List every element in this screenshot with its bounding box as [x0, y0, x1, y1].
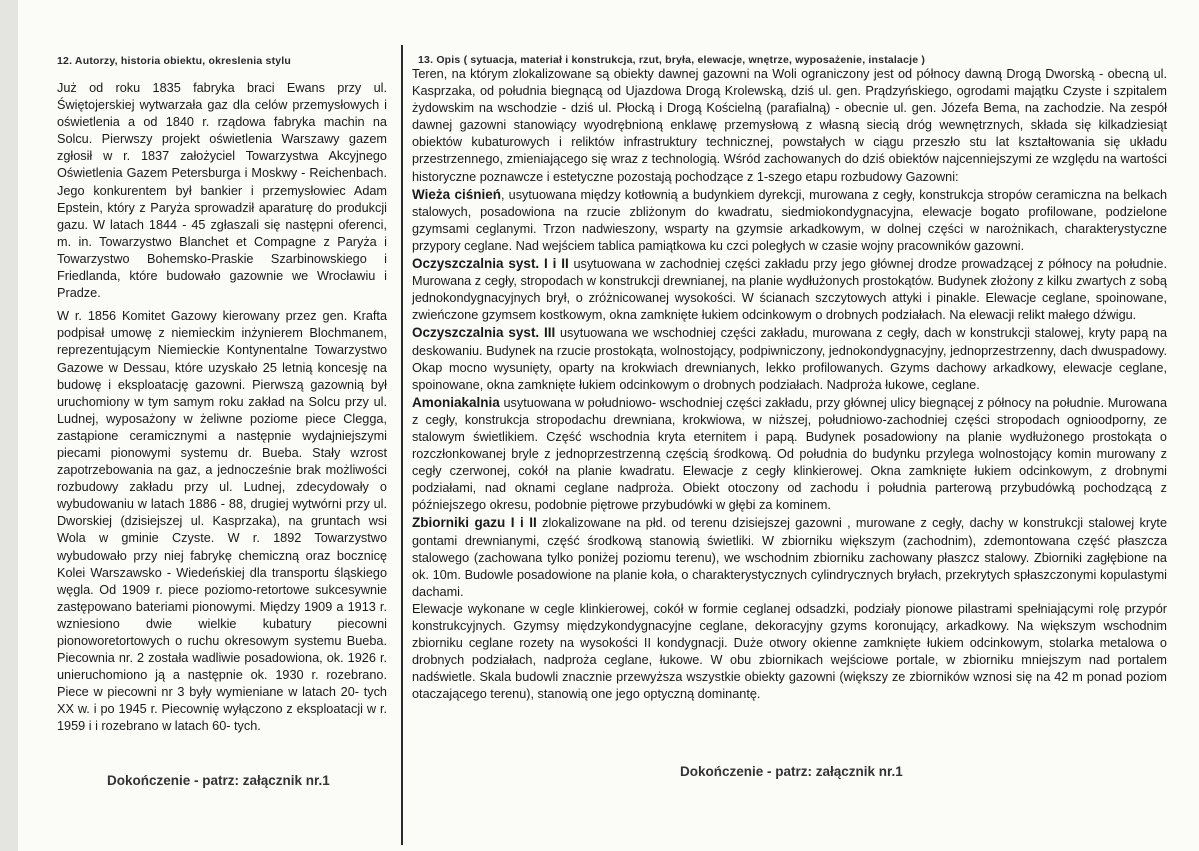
- section-text: zlokalizowane na płd. od terenu dzisiejszej gazowni , murowane z cegły, dachy w konstrukcji stalowej kryte gontami drewnianymi, część środkową stanowią świetliki. W zbiorniku większym (zachodnim), zdemontowana część płaszcza stalowego (zachowana tylko poniżej poziomu terenu), we wschodnim zbiorniku zachowany płaszcz stalowy. Zbiorniki zagłębione na ok. 10m. Budowle posadowione na planie koła, o charakterystycznych cylindrycznych bryłach, przekrytych spłaszczonymi kopulastymi dachami.: [412, 516, 1167, 599]
- description-column: [412, 66, 1167, 703]
- section-purifier-1-2: [412, 255, 1167, 324]
- section-text: usytuowana we wschodniej części zakładu, murowana z cegły, dach w konstrukcji stalowej, kryty papą na deskowaniu. Budynek na rzucie prostokąta, wolnostojący, podpiwniczony, jednokondygnacyjny, jednoprzestrzenny, dach dwuspadowy. Okap mocno wysunięty, oparty na krokwiach drewnianych, lekko profilowanych. Gzyms dachowy arkadkowy, elewacje ceglane, spoinowane, okna zamknięte łukiem odcinkowym o drobnych podziałach. Nadproża łukowe, ceglane.: [412, 326, 1167, 392]
- section-text: usytuowana w południowo- wschodniej części zakładu, przy głównej ulicy biegnącej z północy na południe. Murowana z cegły, konstrukcja stropodachu drewniana, krokwiowa, w niższej, południowo-zachodniej części stropodach ognioodporny, ze stalowym świetlikiem. Część wschodnia kryta eternitem i papą. Budynek posadowiony na planie wydłużonego prostokąta o rozczłonkowanej bryle z jednoprzestrzenną częścią środkową. Od południa do budynku przylega wolnostojący komin murowany z cegły czerwonej, cokół na planie kwadratu. Elewacje z cegły klinkierowej. Okna zamknięte łukiem odcinkowym, z drobnymi podziałami, nad oknami ceglane nadproża. Obiekt otoczony od zachodu i południa parterową przybudówką pochodzącą z późniejszego okresu, podobnie piętrowe przybudówki w głębi za kominem.: [412, 395, 1167, 513]
- history-paragraph-1: Już od roku 1835 fabryka braci Ewans przy ul. Świętojerskiej wytwarzała gaz dla celów przemysłowych i oświetlenia a od 1840 r. rządowa fabryka machin na Solcu. Pierwszy projekt oświetlenia Warszawy gazem zgłosił w r. 1837 założyciel Towarzystwa Akcyjnego Oświetlenia Gazem Petersburga i Moskwy - Reichenbach. Jego konkurentem był bankier i przemysłowiec Adam Epstein, który z Paryża sprowadził aparaturę do produkcji gazu. W latach 1844 - 45 zgłaszali się następni oferenci, m. in. Towarzystwo Blanchet et Compagne z Paryża i Towarzystwo Bohemsko-Praskie Szarbinowskiego i Friedlanda, które budowało gazownie we Wrocławiu i Pradze.: [57, 81, 387, 301]
- description-footer-note: Dokończenie - patrz: załącznik nr.1: [680, 764, 903, 779]
- section-lead: Oczyszczalnia syst. III: [412, 325, 556, 341]
- description-intro: Teren, na którym zlokalizowane są obiekty dawnej gazowni na Woli ograniczony jest od północy dawną Drogą Dworską - obecną ul. Kasprzaka, od południa biegnącą od Ujazdowa Drogą Krolewską, dziś ul. gen. Prądzyńskiego, ogrodami majątku Czyste i szpitalem żydowskim na wschodzie - dziś ul. Płocką i Drogą Kościelną (parafialną) - obecnie ul. gen. Józefa Bema, na zachodzie. Na zespół dawnej gazowni stanowiący wyodrębnioną enklawę przemysłową z własną siecią dróg wewnętrznych, składa się kilkadziesiąt obiektów kubaturowych i reliktów infrastruktury technicznej, powstałych w ciągu przeszło stu lat kształtowania się układu przestrzennego, zmieniającego się wraz z technologią. Wśród zachowanych do dziś obiektów najcenniejszymi ze względu na wartości historyczne poznawcze i estetyczne pozostają pochodzące z 1-szego etapu rozbudowy Gazowni:: [412, 67, 1167, 184]
- section-water-tower: [412, 186, 1167, 255]
- section-13-header: 13. Opis ( sytuacja, materiał i konstrukcja, rzut, bryła, elewacje, wnętrze, wyposażenie, instalacje ): [418, 54, 926, 66]
- page-edge: [0, 0, 18, 851]
- section-lead: Wieża ciśnień: [412, 186, 502, 202]
- section-text: , usytuowana między kotłownią a budynkiem dyrekcji, murowana z cegły, konstrukcja stropów ceramiczna na belkach stalowych, posadowiona na rzucie zbliżonym do kwadratu, siedmiokondygnacyjna, elewacje bogato profilowane, podzielone gzymsami ceglanymi. Trzon nadwieszony, wsparty na gzymsie arkadkowym, w dolnej części w narożnikach, charakterystyczne przypory ceglane. Nad wejściem tablica pamiątkowa ku czci poległych w czasie wojny pracowników gazowni.: [412, 187, 1167, 253]
- section-lead: Zbiorniki gazu I i II: [412, 515, 537, 531]
- history-paragraph-2: W r. 1856 Komitet Gazowy kierowany przez gen. Krafta podpisał umowę z niemieckim inżynierem Blochmanem, reprezentującym Niemieckie Kontynentalne Towarzystwo Gazowe w Dessau, które uzyskało 25 letnią koncesję na budowę i eksploatację gazowni. Pierwszą gazownią był uruchomiony w tym samym roku zakład na Solcu przy ul. Ludnej, wyposażony w żeliwne poziome piece Clegga, zastąpione ceramicznymi a następnie wydajniejszymi piecami pionowymi systemu dr. Bueba. Stały wzrost zapotrzebowania na gaz, a jednocześnie brak możliwości rozbudowy zakładu przy ul. Ludnej, zdecydowały o wybudowaniu w latach 1886 - 88, drugiej wytwórni przy ul. Dworskiej (dzisiejszej ul. Kasprzaka), na gruntach wsi Wola w gminie Czyste. W r. 1892 Towarzystwo wybudowało przy niej fabrykę chemiczną oraz bocznicę Kolei Warszawsko - Wiedeńskiej dla transportu śląskiego węgla. Od 1909 r. piece poziomo-retortowe sukcesywnie zastępowano bateriami pionowymi. Między 1909 a 1913 r. wzniesiono dwie wielkie kubatury piecowni pionoworetortowych o ruchu okresowym systemu Bueba. Piecownia nr. 2 została wadliwie posadowiona, ok. 1926 r. unieruchomiono ją a następnie ok. 1930 r. rozebrano. Piece w piecowni nr 3 były wymieniane w latach 20- tych XX w. i po 1945 r. Piecownię wyłączono z eksploatacji w r. 1959 i i rozebrano w latach 60- tych.: [57, 309, 387, 734]
- section-lead: Amoniakalnia: [412, 394, 500, 410]
- section-text: usytuowana w zachodniej części zakładu przy jego głównej drodze prowadzącej z północy na południe. Murowana z cegły, stropodach w konstrukcji drewnianej, na planie wydłużonych prostokątów. Budynek złożony z kilku zwartych z sobą jednokondygnacyjnych brył, o zróżnicowanej wysokości. W ścianach szczytowych attyki i pinakle. Elewacje ceglane, spoinowane, zwieńczone gzymsem kostkowym, okna zamknięte łukiem odcinkowym o drobnych podziałach. Na elewacji relikt małego dźwigu.: [412, 257, 1167, 323]
- section-lead: Oczyszczalnia syst. I i II: [412, 256, 569, 272]
- section-12-header: 12. Autorzy, historia obiektu, okreslenia stylu: [57, 55, 292, 67]
- section-purifier-3: [412, 324, 1167, 393]
- column-divider: [401, 45, 403, 845]
- history-column: [57, 80, 387, 736]
- section-gas-tanks: [412, 514, 1167, 600]
- description-closing: Elewacje wykonane w cegle klinkierowej, cokół w formie ceglanej odsadzki, podziały pionowe pilastrami spełniającymi rolę przypór konstrukcyjnych. Gzymsy międzykondygnacyjne ceglane, dekoracyjny gzyms koronujący, arkadkowy. Na większym wschodnim zbiorniku ceglane rozety na wysokości II kondygnacji. Duże otwory okienne zamknięte łukiem odcinkowym, stolarka metalowa o drobnych podziałach, nadproża ceglane, łukowe. W obu zbiornikach wejściowe portale, w zbiorniku mniejszym nad portalem nadświetle. Skala budowli znacznie przewyższa wszystkie obiekty gazowni (większy ze zbiorników wznosi się na 42 m ponad poziom otaczającego terenu), stanowią one jego optyczną dominantę.: [412, 601, 1167, 702]
- history-footer-note: Dokończenie - patrz: załącznik nr.1: [107, 773, 330, 788]
- section-ammonia-plant: [412, 394, 1167, 515]
